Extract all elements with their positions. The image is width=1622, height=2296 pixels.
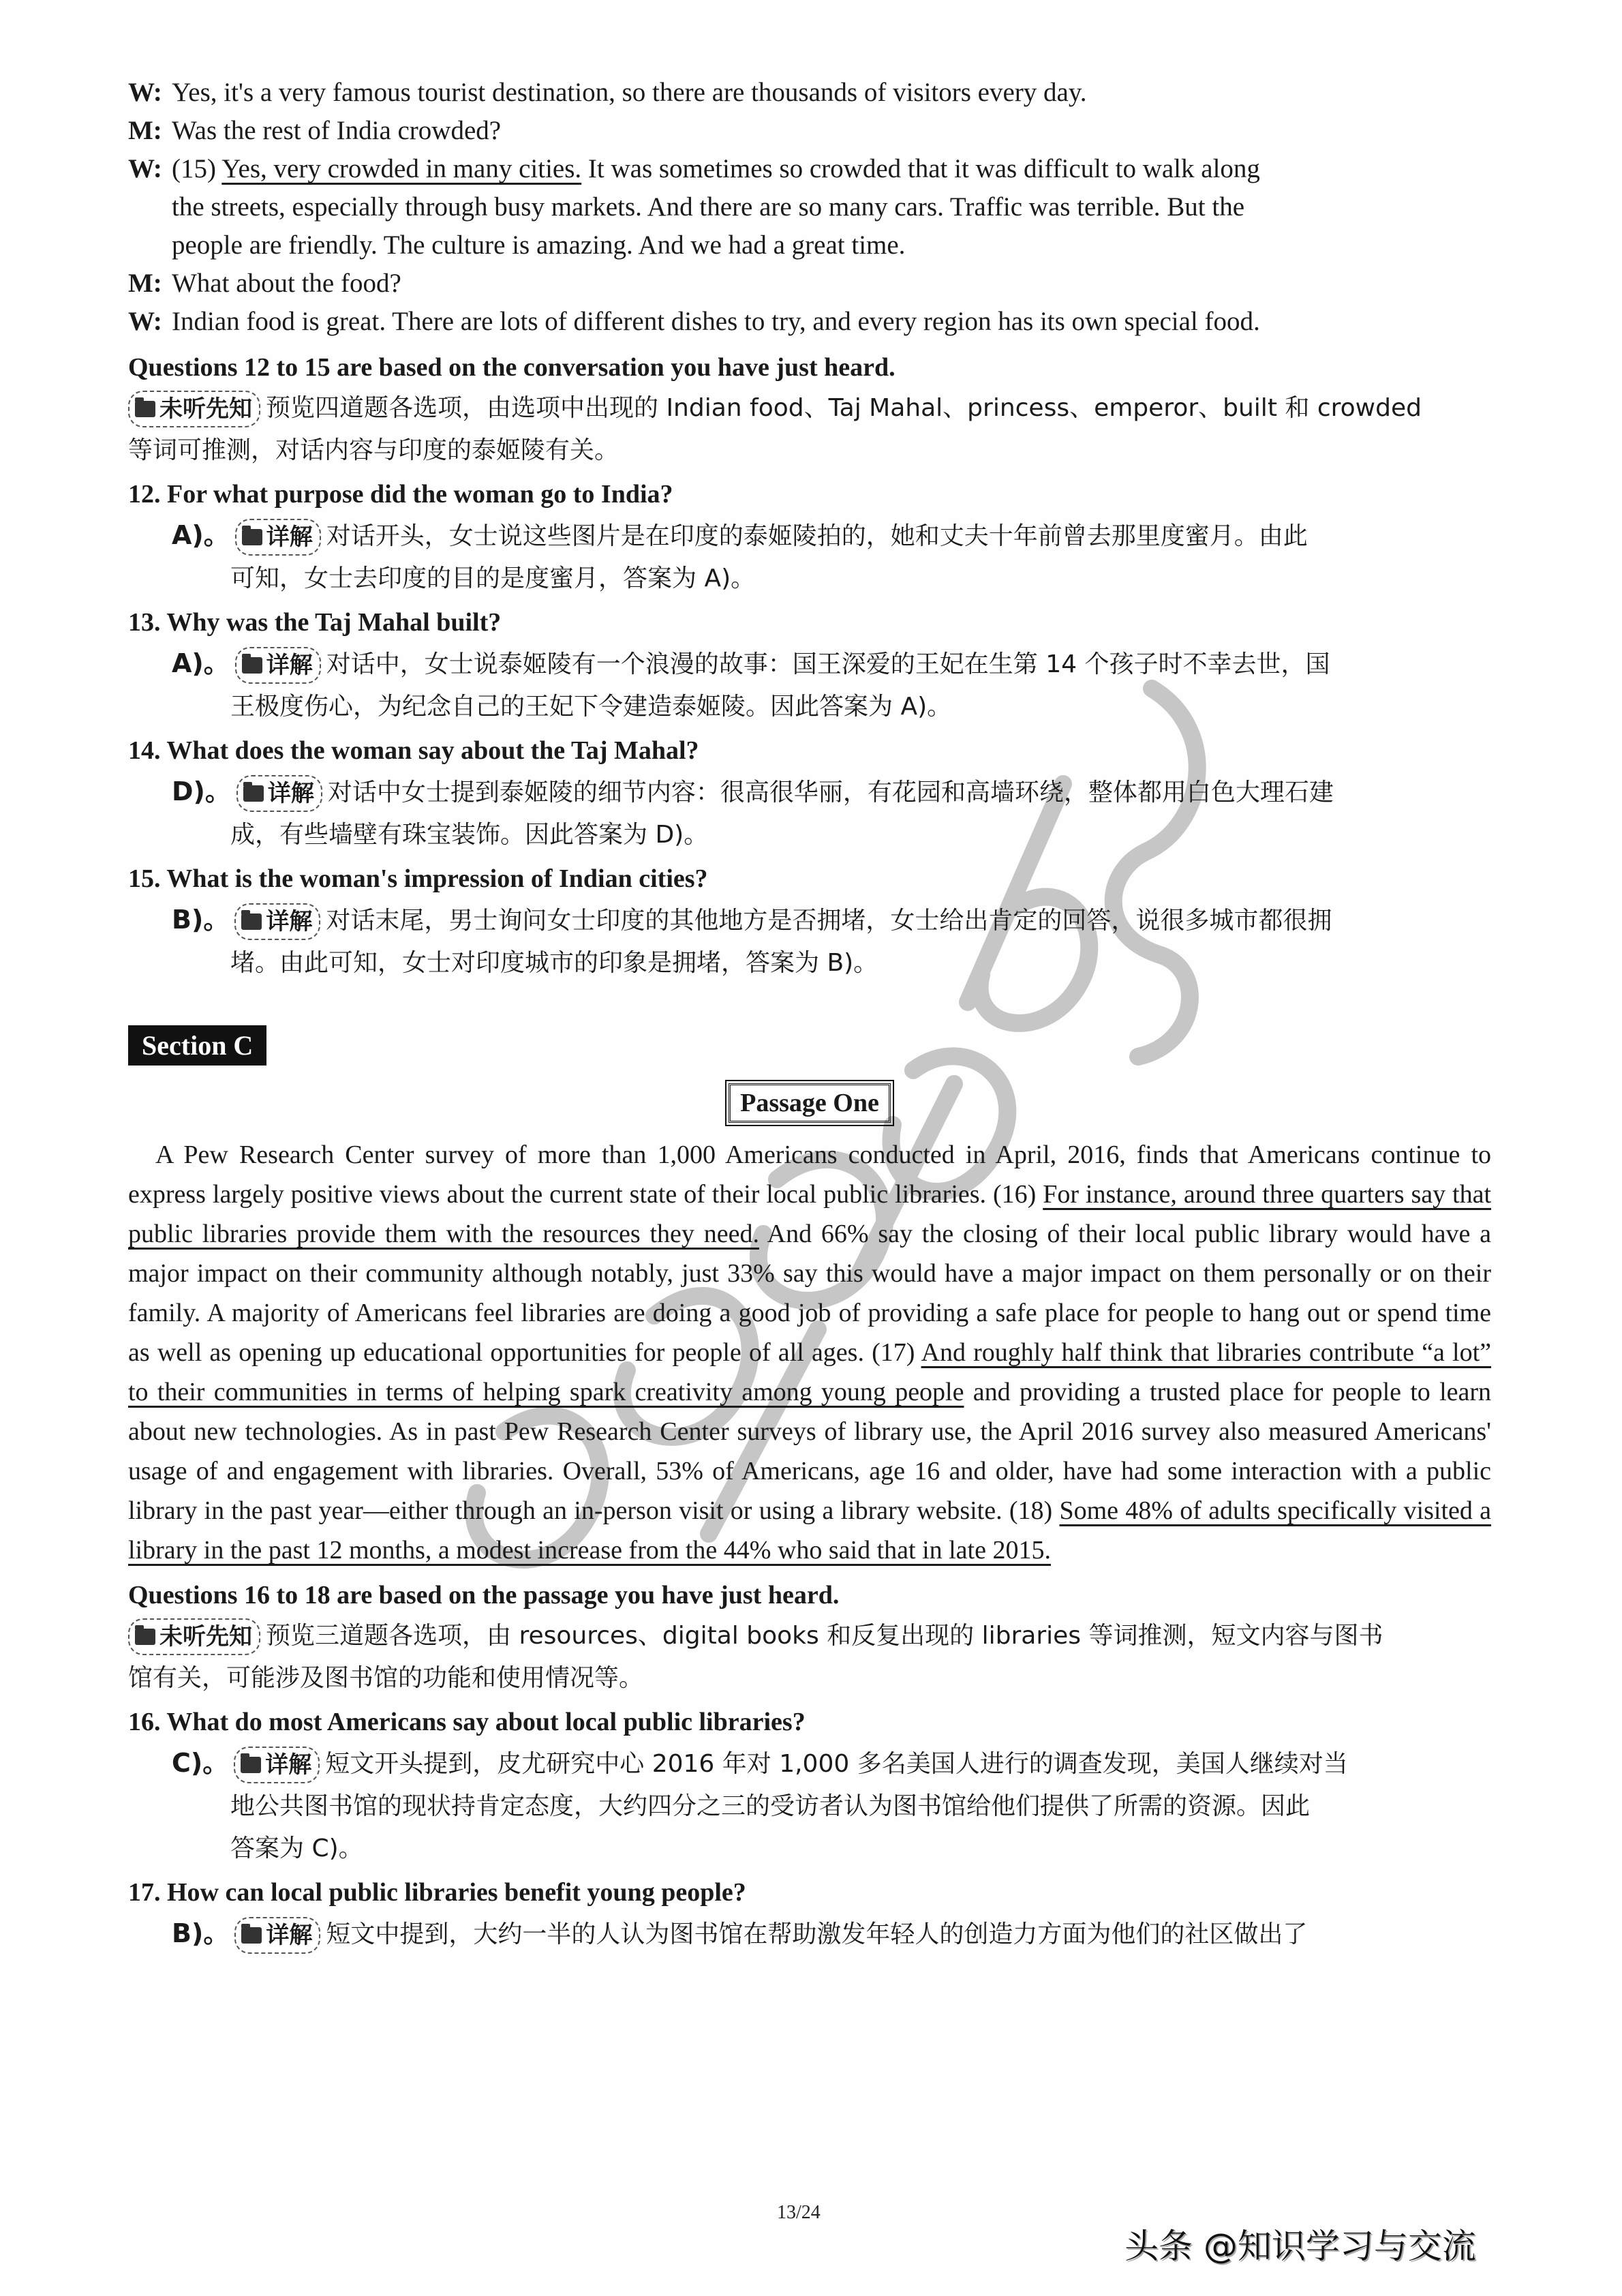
explanation-cont: 可知，女士去印度的目的是度蜜月，答案为 A)。 <box>230 564 756 592</box>
underlined-answer: Some 48% of adults specifically visited a library in the past 12 months, a modest increase from the 44% who said that in late 2015. <box>128 1496 1492 1565</box>
explain-badge: 详解 <box>234 1747 320 1783</box>
dialogue-transcript <box>128 74 1491 341</box>
passage-body <box>128 1135 1491 1570</box>
preview-note <box>128 387 1491 429</box>
underlined-answer: For instance, around three quarters say that public libraries provide them with the resources they need. <box>128 1180 1491 1248</box>
passage-paragraph: A Pew Research Center survey of more than 1,000 Americans conducted in April, 2016, finds that Americans continue to express largely positive views about the current state of their local public libraries. (16) For instance, around three quarters say that public libraries provide them with the resources they need. And 66% say the closing of their local public library would have a major impact on their community although notably, just 33% say this would have a major impact on them personally or on their family. A majority of Americans feel libraries are doing a good job of providing a safe place for people to hang out or spend time as well as opening up educational opportunities for people of all ages. (17) And roughly half think that libraries contribute “a lot” to their communities in terms of helping spark creativity among young people and providing a trusted place for people to learn about new technologies. As in past Pew Research Center surveys of library use, the April 2016 survey also measured Americans' usage of and engagement with libraries. Overall, 53% of Americans, age 16 and older, have had some interaction with a public library in the past year—either through an in-person visit or using a library website. (18) Some 48% of adults specifically visited a library in the past 12 months, a modest increase from the 44% who said that in late 2015. <box>128 1141 1492 1565</box>
dialogue-line <box>128 303 1491 341</box>
dialogue-text: Indian food is great. There are lots of different dishes to try, and every region has its own special food. <box>172 307 1260 336</box>
preview-text-cont: 馆有关，可能涉及图书馆的功能和使用情况等。 <box>128 1664 644 1692</box>
speaker-label: W: <box>128 78 162 107</box>
question-title: 17. How can local public libraries benefit young people? <box>128 1878 746 1907</box>
dialogue-continuation: the streets, especially through busy markets. And there are so many cars. Traffic was terrible. But the <box>172 192 1245 222</box>
speaker-label: M: <box>128 116 162 145</box>
question-marker: (18) <box>1009 1496 1053 1525</box>
dialogue-text: Was the rest of India crowded? <box>172 116 502 145</box>
dialogue-text: Yes, it's a very famous tourist destination, so there are thousands of visitors every day. <box>172 78 1087 107</box>
explain-badge: 详解 <box>234 903 320 940</box>
answer-letter: D)。 <box>172 776 231 806</box>
preview-text: 预览四道题各选项，由选项中出现的 Indian food、Taj Mahal、princess、emperor、built 和 crowded <box>266 394 1422 422</box>
section-heading: Section C <box>128 1025 266 1066</box>
answer-explanation: B)。 详解 短文中提到，大约一半的人认为图书馆在帮助激发年轻人的创造力方面为他们的社区做出了 <box>128 1912 1491 1956</box>
question-block <box>128 474 1491 600</box>
explanation-cont: 地公共图书馆的现状持肯定态度，大约四分之三的受访者认为图书馆给他们提供了所需的资源。因此 <box>230 1792 1311 1820</box>
answer-explanation: A)。 详解 对话开头，女士说这些图片是在印度的泰姬陵拍的，她和丈夫十年前曾去那里度蜜月。由此 <box>128 514 1491 558</box>
question-block <box>128 1873 1491 1956</box>
explanation-cont: 答案为 C)。 <box>230 1834 363 1862</box>
folder-icon <box>242 657 262 674</box>
question-title: 13. Why was the Taj Mahal built? <box>128 608 502 637</box>
explanation-cont: 堵。由此可知，女士对印度城市的印象是拥堵，答案为 B)。 <box>230 949 878 977</box>
questions-heading: Questions 12 to 15 are based on the conversation you have just heard. <box>128 353 896 382</box>
explanation-cont: 王极度伤心，为纪念自己的王妃下令建造泰姬陵。因此答案为 A)。 <box>230 693 952 721</box>
answer-explanation: D)。 详解 对话中女士提到泰姬陵的细节内容：很高很华丽，有花园和高墙环绕，整体都用白色大理石建 <box>128 770 1491 814</box>
dialogue-line <box>128 265 1491 303</box>
answer-letter: C)。 <box>172 1748 229 1778</box>
question-marker: (15) <box>172 154 216 183</box>
explain-badge: 详解 <box>234 1917 320 1954</box>
question-title: 12. For what purpose did the woman go to India? <box>128 480 673 509</box>
page-content <box>128 74 1491 1956</box>
speaker-label: W: <box>128 307 162 336</box>
underlined-answer: And roughly half think that libraries contribute “a lot” to their communities in terms of helping spark creativity among young people <box>128 1338 1491 1406</box>
page-number: 13/24 <box>777 2202 821 2223</box>
badge-label: 未听先知 <box>159 395 252 423</box>
explain-badge: 详解 <box>236 775 322 812</box>
dialogue-line <box>128 74 1491 112</box>
folder-icon <box>242 529 262 545</box>
answer-explanation: C)。 详解 短文开头提到，皮尤研究中心 2016 年对 1,000 多名美国人进行的调查发现，美国人继续对当 <box>128 1742 1491 1785</box>
explain-badge: 详解 <box>235 519 321 556</box>
folder-icon <box>241 913 262 930</box>
question-title: 15. What is the woman's impression of Indian cities? <box>128 864 708 893</box>
dialogue-line <box>128 112 1491 150</box>
question-title: 16. What do most Americans say about local public libraries? <box>128 1708 806 1736</box>
answer-explanation: A)。 详解 对话中，女士说泰姬陵有一个浪漫的故事：国王深爱的王妃在生第 14 个孩子时不幸去世，国 <box>128 642 1491 686</box>
preview-badge: 未听先知 <box>128 1618 260 1655</box>
folder-icon <box>135 401 155 417</box>
underlined-answer: Yes, very crowded in many cities. <box>221 154 582 183</box>
explain-badge: 详解 <box>235 647 321 684</box>
preview-note: 未听先知 预览三道题各选项，由 resources、digital books 和反复出现的 libraries 等词推测，短文内容与图书 <box>128 1615 1491 1657</box>
dialogue-line <box>128 150 1491 188</box>
questions-heading: Questions 16 to 18 are based on the passage you have just heard. <box>128 1581 840 1610</box>
passage-title: Passage One <box>729 1083 891 1123</box>
question-title: 14. What does the woman say about the Taj Mahal? <box>128 736 699 765</box>
folder-icon <box>243 785 264 802</box>
preview-badge <box>128 391 260 427</box>
preview-text-cont: 等词可推测，对话内容与印度的泰姬陵有关。 <box>128 436 619 464</box>
answer-letter: B)。 <box>172 905 230 935</box>
folder-icon <box>135 1629 155 1645</box>
source-watermark: 头条 @知识学习与交流 <box>1124 2226 1476 2266</box>
answer-letter: A)。 <box>172 648 230 678</box>
question-marker: (17) <box>872 1338 915 1367</box>
explanation-cont: 成，有些墙壁有珠宝装饰。因此答案为 D)。 <box>230 821 709 849</box>
question-block <box>128 603 1491 728</box>
question-block <box>128 859 1491 984</box>
answer-letter: B)。 <box>172 1918 230 1948</box>
dialogue-continuation: people are friendly. The culture is amazing. And we had a great time. <box>172 230 906 260</box>
answer-letter: A)。 <box>172 520 230 550</box>
answer-explanation: B)。 详解 对话末尾，男士询问女士印度的其他地方是否拥堵，女士给出肯定的回答，说很多城市都很拥 <box>128 898 1491 942</box>
question-block <box>128 731 1491 856</box>
question-marker: (16) <box>992 1180 1037 1209</box>
folder-icon <box>241 1757 261 1773</box>
speaker-label: M: <box>128 269 162 298</box>
question-block <box>128 1702 1491 1870</box>
dialogue-text: It was sometimes so crowded that it was difficult to walk along <box>581 154 1260 183</box>
speaker-label: W: <box>128 154 162 183</box>
dialogue-text: What about the food? <box>172 269 401 298</box>
folder-icon <box>241 1927 262 1944</box>
